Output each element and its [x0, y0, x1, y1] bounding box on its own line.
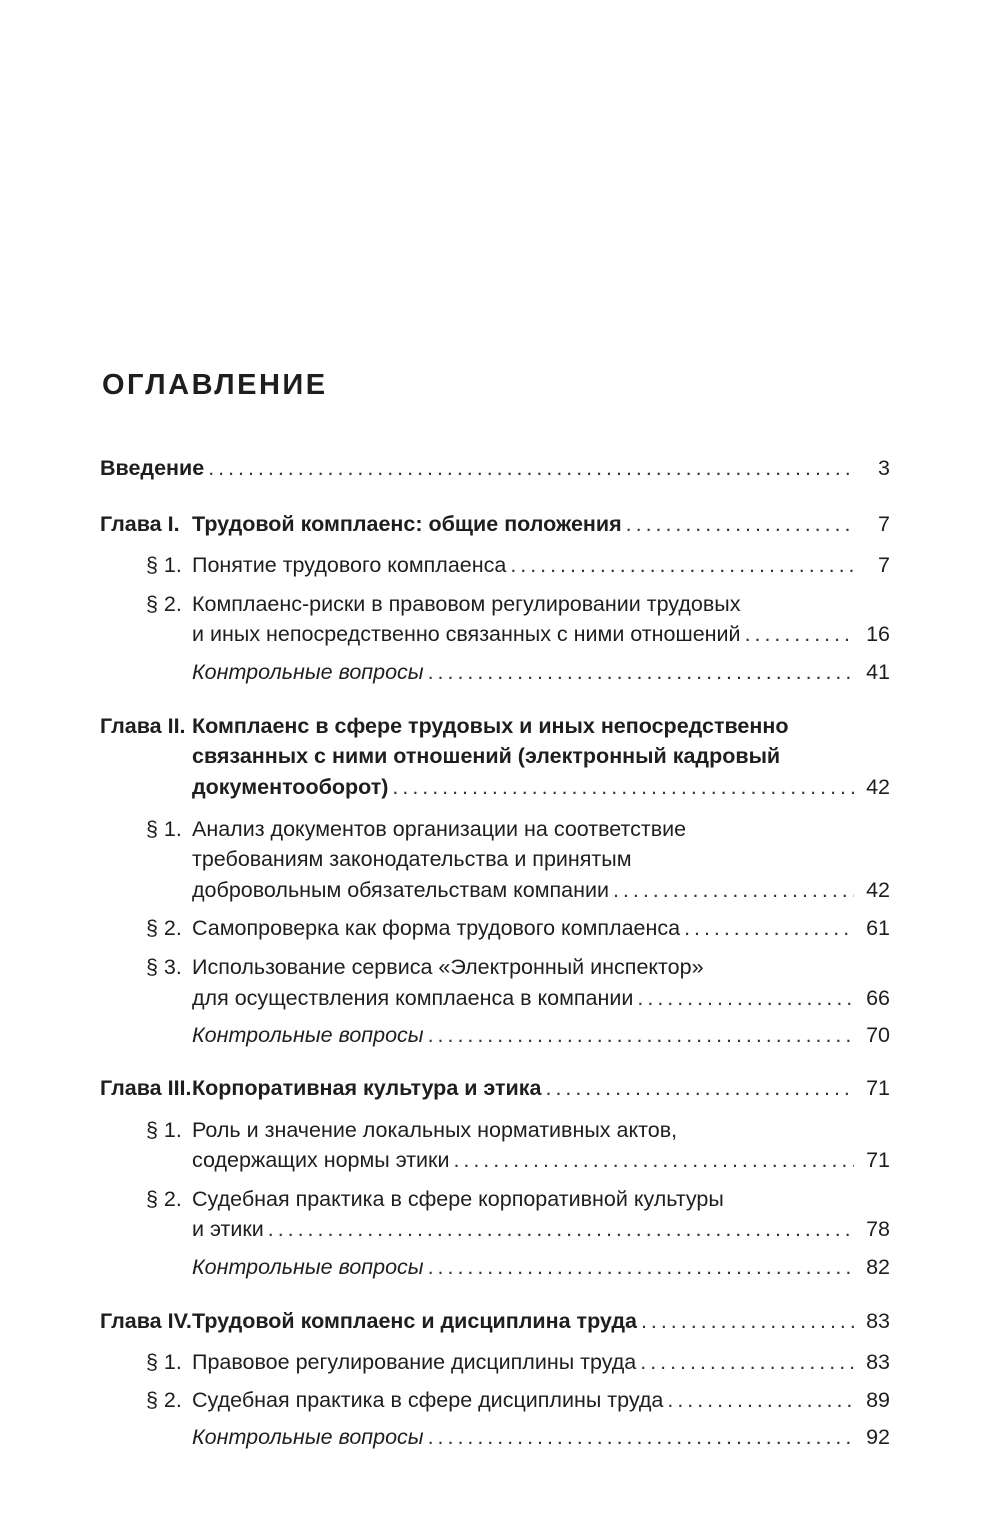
section-title: Самопроверка как форма трудового комплаенса	[192, 916, 681, 940]
section-title: Понятие трудового комплаенса	[192, 553, 507, 577]
toc-entry-ch1-s1[interactable]	[192, 549, 890, 581]
section-title-line: и иных непосредственно связанных с ними отношений	[192, 622, 741, 646]
dot-leader	[626, 508, 854, 540]
dot-leader	[641, 1305, 854, 1337]
questions-title: Контрольные вопросы	[192, 660, 424, 684]
section-title-line: для осуществления комплаенса в компании	[192, 986, 634, 1010]
toc-entry-ch3-s1[interactable]	[192, 1144, 890, 1176]
dot-leader	[637, 982, 854, 1014]
toc-entry-ch3-questions[interactable]	[192, 1251, 890, 1283]
dot-leader	[640, 1346, 854, 1378]
chapter-3-title: Корпоративная культура и этика	[192, 1076, 542, 1100]
chapter-2-title-line[interactable]: связанных с ними отношений (электронный кадровый	[192, 744, 781, 768]
page-number: 89	[866, 1388, 890, 1412]
section-label: § 1.	[146, 1350, 182, 1374]
dot-leader	[510, 549, 854, 581]
page-number: 42	[866, 775, 890, 799]
page-number: 41	[866, 660, 890, 684]
toc-entry-ch4-s1[interactable]	[192, 1346, 890, 1378]
toc-entry-ch1-questions[interactable]	[192, 656, 890, 688]
page-number: 16	[866, 622, 890, 646]
toc-entry-intro[interactable]	[100, 452, 890, 484]
dot-leader	[684, 912, 854, 944]
toc-entry-ch2-s3[interactable]	[192, 982, 890, 1014]
chapter-4-label: Глава IV.	[100, 1309, 192, 1333]
section-title-line[interactable]: требованиям законодательства и принятым	[192, 847, 632, 871]
dot-leader	[428, 1019, 854, 1051]
toc-heading: ОГЛАВЛЕНИЕ	[102, 369, 328, 401]
toc-entry-ch3-s2[interactable]	[192, 1213, 890, 1245]
page-number: 71	[866, 1148, 890, 1172]
dot-leader	[268, 1213, 854, 1245]
page-number: 7	[878, 553, 890, 577]
toc-entry-chapter-3[interactable]	[192, 1072, 890, 1104]
section-title-line: содержащих нормы этики	[192, 1148, 450, 1172]
page-number: 7	[878, 512, 890, 536]
section-title-line: добровольным обязательствам компании	[192, 878, 609, 902]
section-label: § 2.	[146, 1187, 182, 1211]
chapter-4-title: Трудовой комплаенс и дисциплина труда	[192, 1309, 637, 1333]
section-title-line[interactable]: Роль и значение локальных нормативных актов,	[192, 1118, 678, 1142]
page-number: 70	[866, 1023, 890, 1047]
dot-leader	[428, 656, 854, 688]
dot-leader	[745, 618, 854, 650]
page-number: 71	[866, 1076, 890, 1100]
page-number: 92	[866, 1425, 890, 1449]
section-label: § 1.	[146, 1118, 182, 1142]
questions-title: Контрольные вопросы	[192, 1023, 424, 1047]
section-title: Судебная практика в сфере дисциплины труда	[192, 1388, 664, 1412]
dot-leader	[208, 452, 854, 484]
toc-entry-ch4-s2[interactable]	[192, 1384, 890, 1416]
section-label: § 1.	[146, 553, 182, 577]
toc-entry-chapter-1[interactable]	[192, 508, 890, 540]
intro-title: Введение	[100, 456, 205, 480]
section-title: Правовое регулирование дисциплины труда	[192, 1350, 637, 1374]
page-number: 42	[866, 878, 890, 902]
dot-leader	[667, 1384, 854, 1416]
page-number: 82	[866, 1255, 890, 1279]
dot-leader	[428, 1251, 854, 1283]
section-title-line[interactable]: Использование сервиса «Электронный инспектор»	[192, 955, 704, 979]
page-number: 83	[866, 1350, 890, 1374]
chapter-3-label: Глава III.	[100, 1076, 192, 1100]
toc-entry-chapter-2[interactable]	[192, 771, 890, 803]
dot-leader	[392, 771, 854, 803]
section-label: § 1.	[146, 817, 182, 841]
dot-leader	[453, 1144, 854, 1176]
chapter-1-title: Трудовой комплаенс: общие положения	[192, 512, 622, 536]
section-title-line: и этики	[192, 1217, 264, 1241]
page-number: 78	[866, 1217, 890, 1241]
section-title-line[interactable]: Комплаенс-риски в правовом регулировании трудовых	[192, 592, 741, 616]
section-label: § 3.	[146, 955, 182, 979]
chapter-1-label: Глава I.	[100, 512, 180, 536]
section-title-line[interactable]: Судебная практика в сфере корпоративной культуры	[192, 1187, 724, 1211]
chapter-2-title-line[interactable]: Комплаенс в сфере трудовых и иных непосредственно	[192, 714, 789, 738]
toc-entry-ch2-s1[interactable]	[192, 874, 890, 906]
dot-leader	[546, 1072, 855, 1104]
toc-entry-ch4-questions[interactable]	[192, 1421, 890, 1453]
questions-title: Контрольные вопросы	[192, 1425, 424, 1449]
toc-entry-chapter-4[interactable]	[192, 1305, 890, 1337]
page-number: 66	[866, 986, 890, 1010]
dot-leader	[428, 1421, 854, 1453]
chapter-2-title-line: документооборот)	[192, 775, 389, 799]
section-label: § 2.	[146, 592, 182, 616]
page-number: 61	[866, 916, 890, 940]
dot-leader	[613, 874, 854, 906]
questions-title: Контрольные вопросы	[192, 1255, 424, 1279]
section-label: § 2.	[146, 1388, 182, 1412]
chapter-2-label: Глава II.	[100, 714, 186, 738]
section-label: § 2.	[146, 916, 182, 940]
page-number: 3	[878, 456, 890, 480]
toc-entry-ch2-questions[interactable]	[192, 1019, 890, 1051]
page-number: 83	[866, 1309, 890, 1333]
toc-entry-ch1-s2[interactable]	[192, 618, 890, 650]
section-title-line[interactable]: Анализ документов организации на соответствие	[192, 817, 687, 841]
toc-entry-ch2-s2[interactable]	[192, 912, 890, 944]
